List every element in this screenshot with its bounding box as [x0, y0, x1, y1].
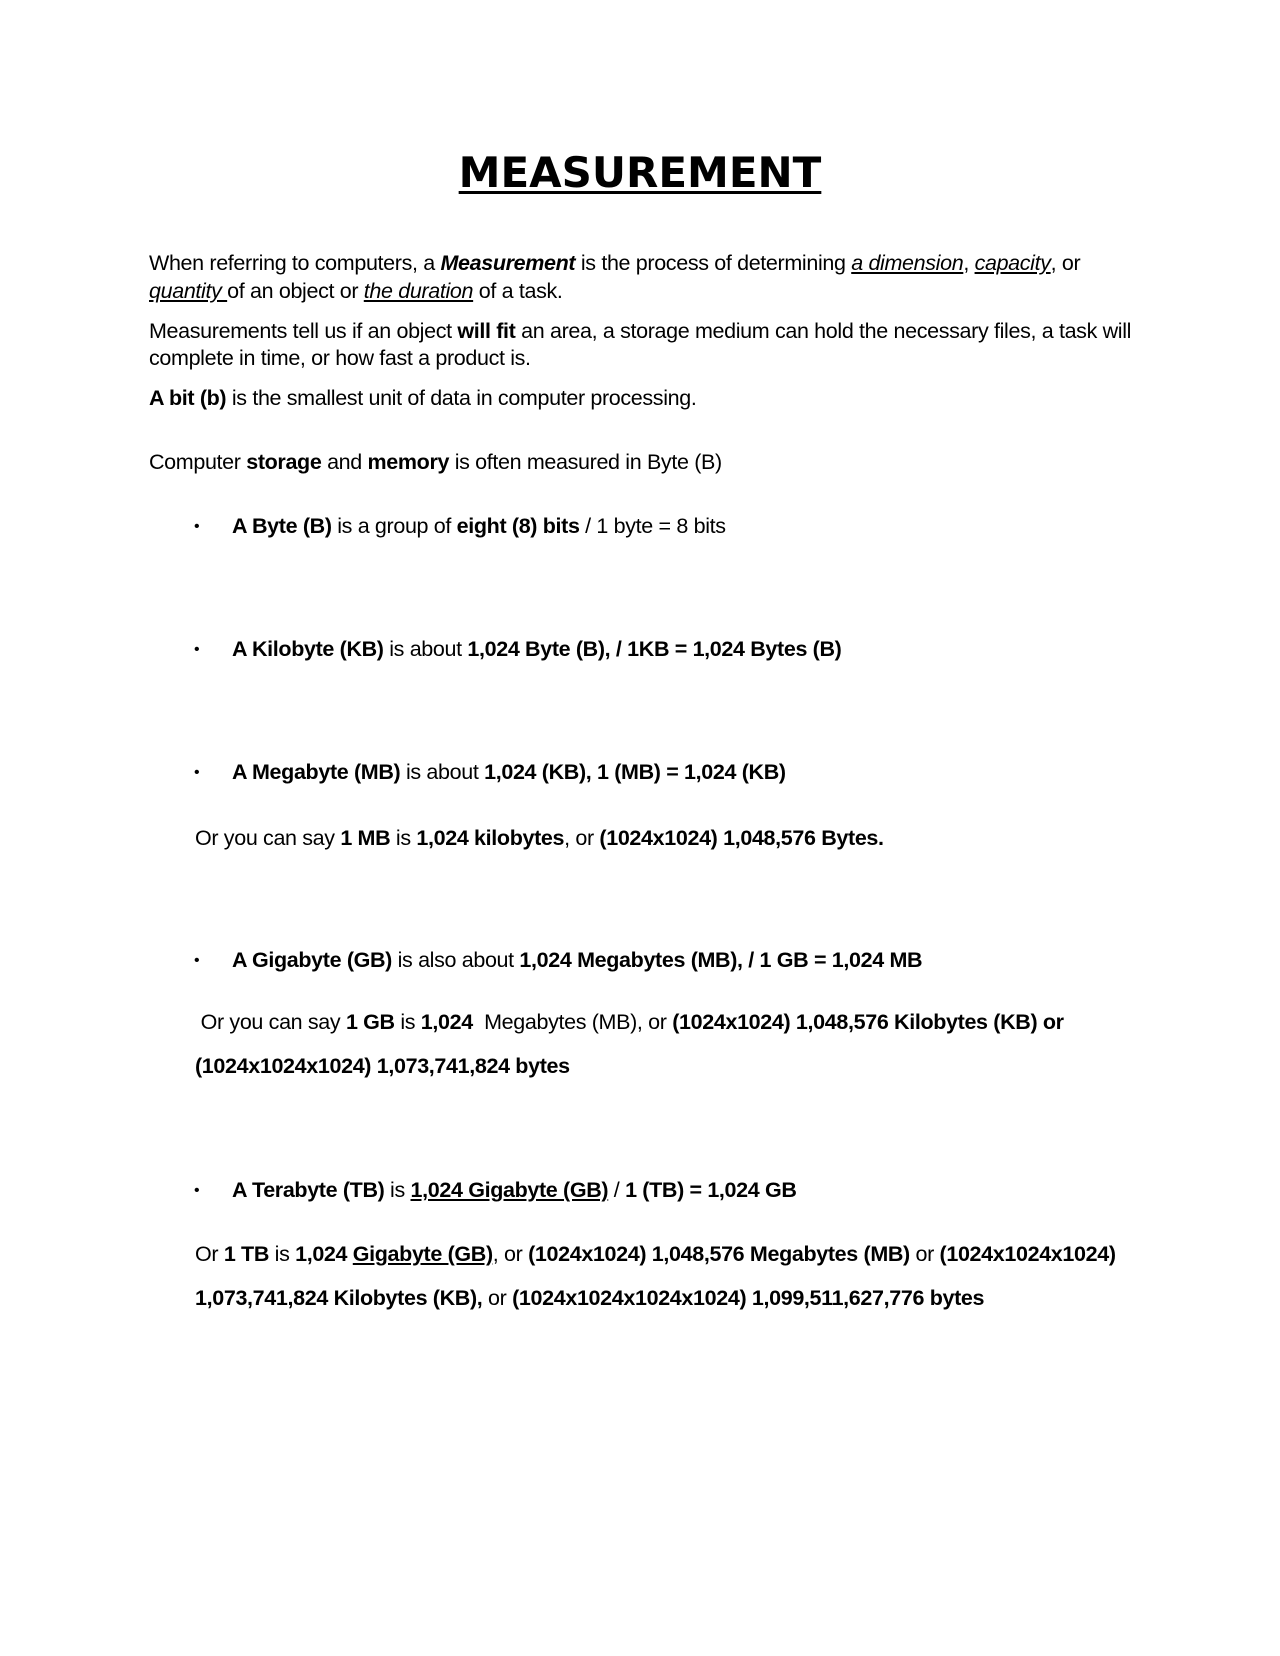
terabyte-detail-line-2: 1,073,741,824 Kilobytes (KB), or (1024x1024x1024x1024) 1,099,511,627,776 bytes [195, 1286, 985, 1310]
term-quantity: quantity [149, 279, 228, 303]
terabyte-detail-line-1: Or 1 TB is 1,024 Gigabyte (GB), or (1024x1024) 1,048,576 Megabytes (MB) or (1024x1024x1024) [195, 1242, 1116, 1266]
term-measurement: Measurement [440, 251, 576, 275]
page-title: MEASUREMENT [458, 148, 822, 197]
measurements-paragraph-line-1: Measurements tell us if an object will fit an area, a storage medium can hold the necessary files, a task will [149, 319, 1132, 343]
kilobyte-item: A Kilobyte (KB) is about 1,024 Byte (B), / 1KB = 1,024 Bytes (B) [232, 637, 842, 661]
megabyte-item: A Megabyte (MB) is about 1,024 (KB), 1 (MB) = 1,024 (KB) [232, 760, 786, 784]
bullet-icon: • [194, 764, 200, 781]
bullet-icon: • [194, 641, 200, 658]
term-capacity: capacity [974, 251, 1051, 275]
gigabyte-item: A Gigabyte (GB) is also about 1,024 Megabytes (MB), / 1 GB = 1,024 MB [232, 948, 923, 972]
byte-item: A Byte (B) is a group of eight (8) bits / 1 byte = 8 bits [232, 514, 726, 538]
term-dimension: a dimension [851, 251, 964, 275]
megabyte-detail: Or you can say 1 MB is 1,024 kilobytes, or (1024x1024) 1,048,576 Bytes. [195, 826, 884, 850]
bit-definition: A bit (b) is the smallest unit of data in computer processing. [149, 386, 697, 410]
intro-paragraph-line-2: quantity of an object or the duration of a task. [149, 279, 563, 303]
term-duration: the duration [363, 279, 474, 303]
terabyte-item: A Terabyte (TB) is 1,024 Gigabyte (GB) / 1 (TB) = 1,024 GB [232, 1178, 797, 1202]
gigabyte-detail-line-2: (1024x1024x1024) 1,073,741,824 bytes [195, 1054, 570, 1078]
measurements-paragraph-line-2: complete in time, or how fast a product is. [149, 346, 531, 370]
gigabyte-detail-line-1: Or you can say 1 GB is 1,024 Megabytes (MB), or (1024x1024) 1,048,576 Kilobytes (KB) or [195, 1010, 1064, 1034]
bullet-icon: • [194, 518, 200, 535]
bullet-icon: • [194, 1182, 200, 1199]
storage-sentence: Computer storage and memory is often measured in Byte (B) [149, 450, 722, 474]
intro-paragraph-line-1: When referring to computers, a Measurement is the process of determining a dimension, capacity, or [149, 251, 1081, 275]
bullet-icon: • [194, 952, 200, 969]
